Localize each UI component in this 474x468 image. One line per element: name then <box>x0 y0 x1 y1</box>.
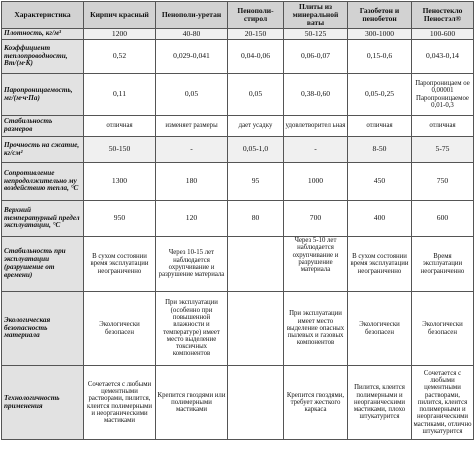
row-label: Стабильность размеров <box>2 116 84 137</box>
table-cell: 700 <box>284 201 348 237</box>
table-cell: Пилится, клеится полимерными и неорганическими мастиками, плохо штукатурится <box>348 366 412 440</box>
table-cell: - <box>284 137 348 163</box>
table-cell: 50-125 <box>284 29 348 40</box>
table-cell: При эксплуатации имеет место выделение опасных пылевых и газовых компонентов <box>284 292 348 366</box>
table-cell: 40-80 <box>156 29 228 40</box>
header-brick: Кирпич красный <box>84 2 156 29</box>
row-density <box>2 29 474 40</box>
table-cell: 0,029-0,041 <box>156 40 228 74</box>
row-dimensional-stability <box>2 116 474 137</box>
row-label: Верхний температурный предел эксплуатации, °С <box>2 201 84 237</box>
table-cell: 300-1000 <box>348 29 412 40</box>
header-aerated-concrete: Газобетон и пенобетон <box>348 2 412 29</box>
row-vapor-permeability <box>2 74 474 116</box>
header-polyurethane: Пенополи-уретан <box>156 2 228 29</box>
table-cell: 95 <box>228 163 284 201</box>
table-cell: 1000 <box>284 163 348 201</box>
table-cell: Экологически безопасен <box>412 292 474 366</box>
comparison-table <box>1 1 474 440</box>
row-label: Коэффициент теплопроводности, Вт/(м·К) <box>2 40 84 74</box>
row-label: Паропроницаемость, мг/(м·ч·Па) <box>2 74 84 116</box>
table-cell: При эксплуатации (особенно при повышенной влажности и температуре) имеет место выделение токсичных компонентов <box>156 292 228 366</box>
row-label: Технологичность применения <box>2 366 84 440</box>
table-cell: 1200 <box>84 29 156 40</box>
header-foam-glass: Пеностекло Пеностэл® <box>412 2 474 29</box>
table-cell: 0,05 <box>228 74 284 116</box>
table-cell: 0,05-0,25 <box>348 74 412 116</box>
table-cell: 0,52 <box>84 40 156 74</box>
table-cell: 80 <box>228 201 284 237</box>
table-cell: Сочетается с любыми цементными растворами, пилится, клеится полимерными и неорганическими мастиками, отлично штукатурится <box>412 366 474 440</box>
table-cell <box>228 292 284 366</box>
table-cell: 0,38-0,60 <box>284 74 348 116</box>
table-cell: 750 <box>412 163 474 201</box>
table-cell: Крепится гвоздями, требует жесткого каркаса <box>284 366 348 440</box>
row-compressive-strength <box>2 137 474 163</box>
table-cell: 5-75 <box>412 137 474 163</box>
header-polystyrene: Пенополи-стирол <box>228 2 284 29</box>
header-row <box>2 2 474 29</box>
table-cell: отличная <box>84 116 156 137</box>
row-ecological-safety <box>2 292 474 366</box>
row-label: Плотность, кг/м³ <box>2 29 84 40</box>
table-cell: Экологически безопасен <box>84 292 156 366</box>
table-cell: дает усадку <box>228 116 284 137</box>
table-cell: 0,11 <box>84 74 156 116</box>
row-manufacturability <box>2 366 474 440</box>
table-cell: 0,043-0,14 <box>412 40 474 74</box>
header-mineral-wool: Плиты из минеральной ваты <box>284 2 348 29</box>
row-label: Прочность на сжатие, кг/см² <box>2 137 84 163</box>
row-heat-resistance <box>2 163 474 201</box>
table-cell: 180 <box>156 163 228 201</box>
table-cell: Крепится гвоздями или полимерными мастиками <box>156 366 228 440</box>
row-operational-stability <box>2 237 474 292</box>
table-cell: отличная <box>348 116 412 137</box>
row-thermal-conductivity <box>2 40 474 74</box>
table-cell: 950 <box>84 201 156 237</box>
table-cell: отличная <box>412 116 474 137</box>
row-label: Экологическая безопасность материала <box>2 292 84 366</box>
table-cell: Паропроницаем ое 0,00001 Паропроницаемое 0,01-0,3 <box>412 74 474 116</box>
table-cell: Экологически безопасен <box>348 292 412 366</box>
header-characteristic: Характеристика <box>2 2 84 29</box>
row-max-temperature <box>2 201 474 237</box>
row-label: Стабильность при эксплуатации (разрушение от времени) <box>2 237 84 292</box>
table-cell <box>228 366 284 440</box>
table-cell: 20-150 <box>228 29 284 40</box>
table-cell: Через 10-15 лет наблюдается охрупчивание и разрушение материала <box>156 237 228 292</box>
table-cell: 0,05-1,0 <box>228 137 284 163</box>
table-cell: В сухом состоянии время эксплуатации неограниченно <box>84 237 156 292</box>
table-cell: изменяет размеры <box>156 116 228 137</box>
table-cell: 100-600 <box>412 29 474 40</box>
table-cell: В сухом состоянии время эксплуатации неограниченно <box>348 237 412 292</box>
table-cell: - <box>156 137 228 163</box>
table-cell: 0,04-0,06 <box>228 40 284 74</box>
table-cell: 1300 <box>84 163 156 201</box>
table-cell: Сочетается с любыми цементными растворами, пилится, клеится полимерными и неорганическими мастиками <box>84 366 156 440</box>
table-cell: 450 <box>348 163 412 201</box>
table-cell: 0,06-0,07 <box>284 40 348 74</box>
table-cell: 8-50 <box>348 137 412 163</box>
table-cell: 600 <box>412 201 474 237</box>
table-cell: 0,05 <box>156 74 228 116</box>
table-cell: 0,15-0,6 <box>348 40 412 74</box>
table-cell: удовлетворител ьная <box>284 116 348 137</box>
row-label: Сопротивление непродолжительно му воздействию тепла, °С <box>2 163 84 201</box>
table-cell: Время эксплуатации неограниченно <box>412 237 474 292</box>
table-cell: Через 5-10 лет наблюдается охрупчивание и разрушение материала <box>284 237 348 292</box>
table-cell: 120 <box>156 201 228 237</box>
table-cell <box>228 237 284 292</box>
table-cell: 50-150 <box>84 137 156 163</box>
table-cell: 400 <box>348 201 412 237</box>
